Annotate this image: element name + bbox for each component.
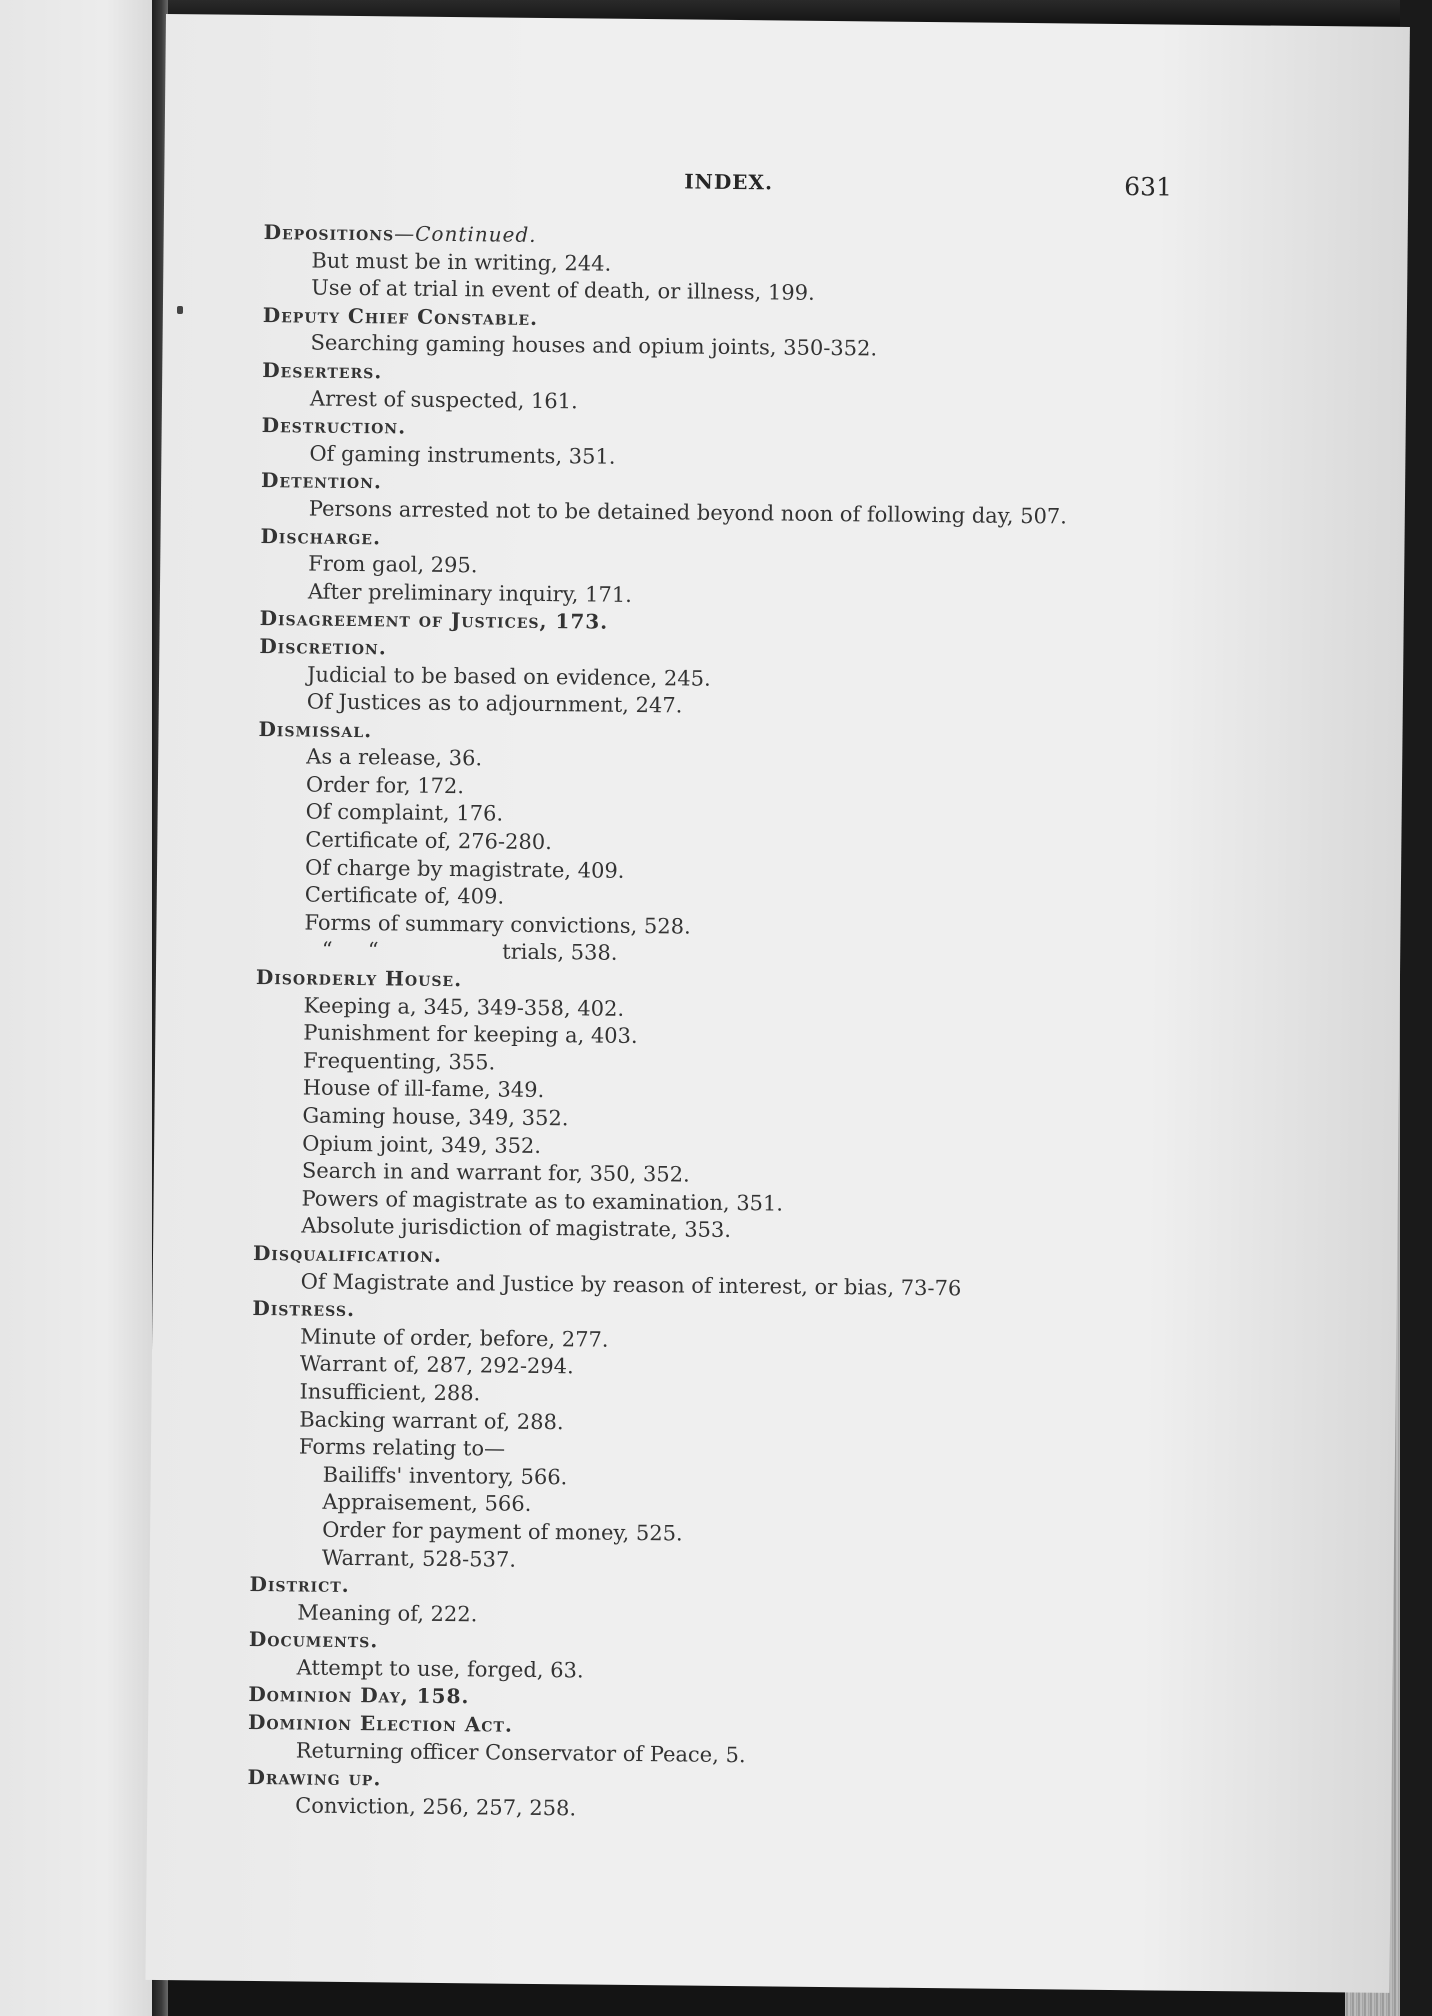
index-subentry: Judicial to be based on evidence, 245. — [306, 662, 711, 691]
running-header: INDEX. — [684, 169, 774, 195]
heading-text: Discretion. — [259, 633, 387, 660]
index-subsubentry: Warrant, 528-537. — [321, 1545, 517, 1572]
index-subentry: Powers of magistrate as to examination, 351. — [301, 1186, 784, 1216]
index-subentry: Attempt to use, forged, 63. — [296, 1655, 584, 1683]
index-subentry: Gaming house, 349, 352. — [302, 1103, 569, 1131]
margin-bullet-mark — [177, 306, 183, 314]
index-subentry: Of complaint, 176. — [305, 799, 504, 827]
index-subentry: Use of at trial in event of death, or illness, 199. — [311, 275, 815, 305]
index-subentry: Forms relating to— — [298, 1434, 506, 1461]
facing-page-edge — [0, 0, 152, 2016]
index-subentry: House of ill-fame, 349. — [302, 1075, 545, 1103]
index-subentry: Keeping a, 345, 349-358, 402. — [303, 993, 625, 1021]
index-entries — [247, 219, 1264, 1830]
heading-text: Disorderly House. — [255, 965, 463, 992]
index-subentry: Returning officer Conservator of Peace, 5. — [295, 1738, 746, 1767]
index-subentry: Backing warrant of, 288. — [299, 1407, 564, 1434]
index-subentry: Punishment for keeping a, 403. — [303, 1020, 638, 1049]
index-subsubentry: Appraisement, 566. — [322, 1490, 532, 1517]
heading-text: District. — [249, 1572, 350, 1598]
index-subentry: Minute of order, before, 277. — [300, 1324, 609, 1352]
index-subentry: Meaning of, 222. — [297, 1600, 478, 1627]
index-subentry: Conviction, 256, 257, 258. — [295, 1793, 577, 1821]
index-subentry: Insufficient, 288. — [299, 1379, 481, 1406]
heading-text: Drawing up. — [247, 1765, 382, 1791]
subentry-text: trials, 538. — [502, 940, 618, 966]
heading-text: Depositions — [263, 220, 395, 246]
index-subentry: Absolute jurisdiction of magistrate, 353. — [301, 1213, 732, 1243]
index-subentry: Certificate of, 409. — [304, 882, 505, 909]
index-subentry: Warrant of, 287, 292-294. — [299, 1351, 574, 1379]
heading-text: Disagreement of Justices, 173. — [259, 606, 609, 634]
index-subentry: Forms of summary convictions, 528. — [304, 910, 691, 939]
index-subentry: From gaol, 295. — [308, 551, 478, 578]
heading-text: Disqualification. — [252, 1240, 443, 1267]
heading-text: Deserters. — [262, 357, 383, 384]
heading-text: Dominion Election Act. — [247, 1710, 513, 1737]
heading-text: Documents. — [248, 1627, 379, 1653]
index-subentry: Of charge by magistrate, 409. — [304, 855, 625, 883]
heading-text: Distress. — [252, 1296, 356, 1322]
heading-text: Dismissal. — [258, 716, 373, 742]
index-page — [145, 14, 1410, 1993]
heading-text: Destruction. — [261, 413, 407, 439]
ditto-mark: “ — [321, 938, 333, 963]
index-subentry: Arrest of suspected, 161. — [309, 386, 578, 413]
index-subsubentry: Order for payment of money, 525. — [322, 1517, 683, 1546]
index-subentry: Opium joint, 349, 352. — [302, 1131, 542, 1158]
index-subsubentry: Bailiffs' inventory, 566. — [322, 1462, 568, 1490]
heading-text: Deputy Chief Constable. — [262, 302, 539, 330]
index-subentry: Order for, 172. — [305, 772, 465, 799]
index-subentry: Of Magistrate and Justice by reason of interest, or bias, 73-76 — [300, 1269, 962, 1300]
index-subentry: Frequenting, 355. — [302, 1048, 496, 1075]
heading-text: Dominion Day, 158. — [248, 1682, 470, 1709]
index-subentry: After preliminary inquiry, 171. — [307, 579, 632, 607]
index-subentry: Certificate of, 276-280. — [305, 827, 552, 855]
ditto-mark: “ — [367, 938, 379, 963]
index-subentry: Searching gaming houses and opium joints, 350-352. — [310, 330, 878, 361]
index-subentry: Of Justices as to adjournment, 247. — [306, 689, 683, 718]
index-subentry: As a release, 36. — [306, 744, 483, 771]
index-subentry: Persons arrested not to be detained beyond noon of following day, 507. — [308, 496, 1068, 529]
page-number: 631 — [1124, 172, 1173, 202]
index-subentry: Search in and warrant for, 350, 352. — [301, 1158, 690, 1187]
heading-text: Detention. — [260, 468, 383, 494]
index-subentry: Of gaming instruments, 351. — [309, 441, 616, 469]
continued-label: —Continued. — [394, 221, 537, 247]
heading-text: Discharge. — [260, 523, 382, 549]
index-subentry: But must be in writing, 244. — [311, 248, 612, 276]
